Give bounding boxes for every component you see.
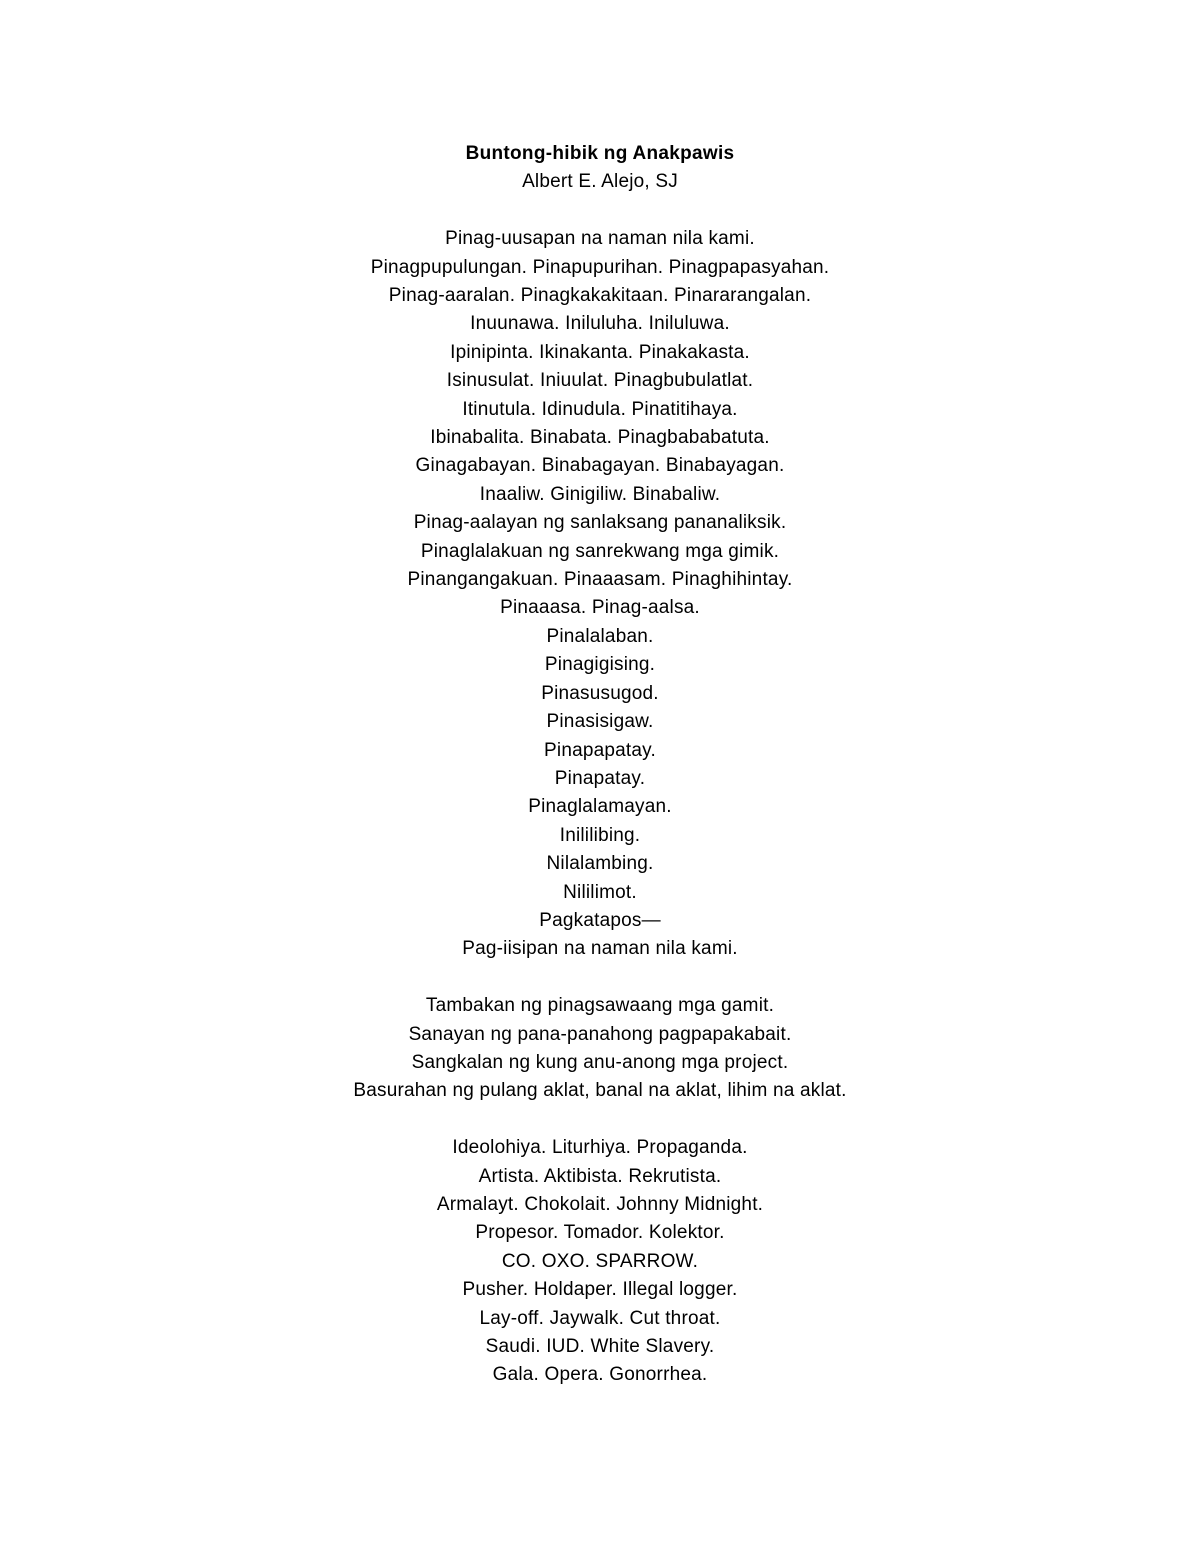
poem-line: Propesor. Tomador. Kolektor. xyxy=(475,1222,725,1244)
poem-line: Armalayt. Chokolait. Johnny Midnight. xyxy=(436,1193,764,1215)
poem-line: Pinaglalakuan ng sanrekwang mga gimik. xyxy=(420,540,780,562)
stanza xyxy=(0,1134,1200,1390)
document-page xyxy=(0,140,1200,1390)
poem-line: Pinapapatay. xyxy=(544,739,656,761)
poem-line: Pinagigising. xyxy=(544,654,656,676)
poem-line: Pinag-aalayan ng sanlaksang pananaliksik. xyxy=(413,512,787,534)
poem-line: Pag-iisipan na naman nila kami. xyxy=(462,938,738,960)
poem-line: Pinapatay. xyxy=(554,767,646,789)
poem-line: CO. OXO. SPARROW. xyxy=(501,1250,699,1272)
poem-line: Saudi. IUD. White Slavery. xyxy=(485,1336,715,1358)
poem-line: Lay-off. Jaywalk. Cut throat. xyxy=(479,1307,721,1329)
poem-line: Pinalalaban. xyxy=(546,625,654,647)
poem-author: Albert E. Alejo, SJ xyxy=(522,171,678,193)
poem-line: Pinasusugod. xyxy=(541,682,659,704)
poem-line: Nilalambing. xyxy=(546,853,654,875)
poem-body xyxy=(0,225,1200,1390)
poem-line: Pusher. Holdaper. Illegal logger. xyxy=(462,1279,738,1301)
poem-line: Sanayan ng pana-panahong pagpapakabait. xyxy=(408,1023,792,1045)
poem-line: Inaaliw. Ginigiliw. Binabaliw. xyxy=(479,483,721,505)
poem-line: Ipinipinta. Ikinakanta. Pinakakasta. xyxy=(450,341,750,363)
poem-line: Pinag-uusapan na naman nila kami. xyxy=(445,228,755,250)
poem-line: Basurahan ng pulang aklat, banal na aklat, lihim na aklat. xyxy=(353,1080,847,1102)
stanza xyxy=(0,992,1200,1106)
poem-line: Pinaglalamayan. xyxy=(528,796,672,818)
poem-line: Tambakan ng pinagsawaang mga gamit. xyxy=(425,995,775,1017)
poem-line: Pinangangakuan. Pinaaasam. Pinaghihintay. xyxy=(407,569,793,591)
poem-line: Ginagabayan. Binabagayan. Binabayagan. xyxy=(415,455,785,477)
poem-line: Sangkalan ng kung anu-anong mga project. xyxy=(411,1051,789,1073)
poem-line: Pinasisigaw. xyxy=(546,711,654,733)
poem-line: Nililimot. xyxy=(563,881,637,903)
poem-line: Ibinabalita. Binabata. Pinagbababatuta. xyxy=(430,427,770,449)
poem-line: Artista. Aktibista. Rekrutista. xyxy=(478,1165,722,1187)
poem-line: Ideolohiya. Liturhiya. Propaganda. xyxy=(452,1137,748,1159)
poem-line: Pinaaasa. Pinag-aalsa. xyxy=(500,597,700,619)
poem-line: Isinusulat. Iniuulat. Pinagbubulatlat. xyxy=(446,370,754,392)
stanza xyxy=(0,225,1200,964)
poem-line: Inuunawa. Iniluluha. Iniluluwa. xyxy=(470,313,730,335)
poem-line: Inililibing. xyxy=(559,824,641,846)
poem-line: Itinutula. Idinudula. Pinatitihaya. xyxy=(462,398,738,420)
poem-line: Pagkatapos— xyxy=(539,909,661,931)
poem-line: Pinagpupulungan. Pinapupurihan. Pinagpapasyahan. xyxy=(370,256,830,278)
poem-title: Buntong-hibik ng Anakpawis xyxy=(465,143,735,164)
poem-line: Pinag-aaralan. Pinagkakakitaan. Pinararangalan. xyxy=(388,285,812,307)
poem-line: Gala. Opera. Gonorrhea. xyxy=(492,1364,708,1386)
